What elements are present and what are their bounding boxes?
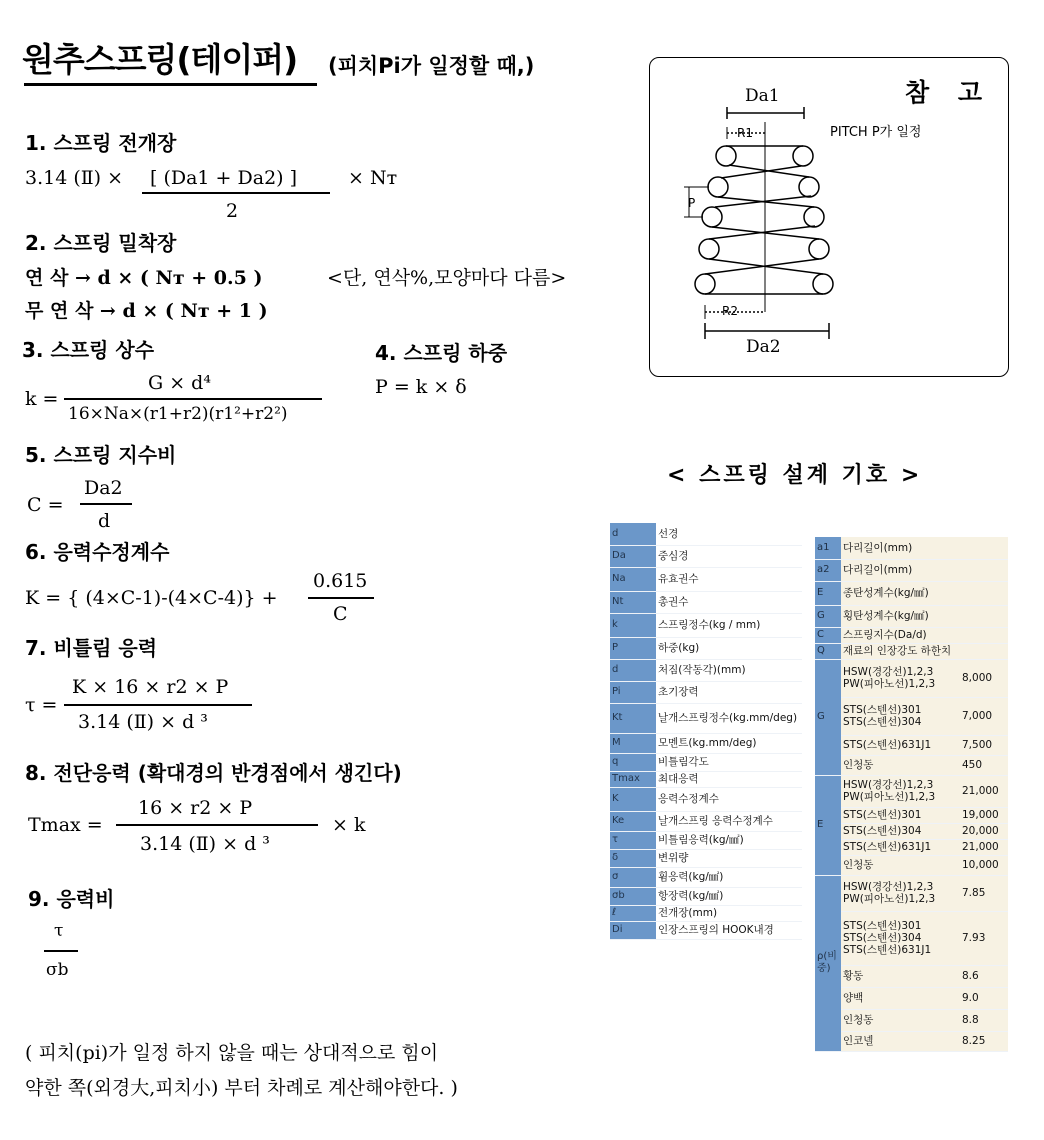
s8-fraction-bar <box>116 824 318 826</box>
symbol-key: k <box>610 613 656 637</box>
s9-fraction-bar <box>44 950 78 952</box>
symbol-key: P <box>610 637 656 659</box>
symbol-key: Pi <box>610 681 656 703</box>
section-8-heading: 8. 전단응력 (확대경의 반경점에서 생긴다) <box>25 761 402 785</box>
page-title: 원추스프링(테이퍼) <box>22 40 298 79</box>
material-value: 7.85 <box>960 875 1008 911</box>
symbols-title: < 스프링 설계 기호 > <box>667 463 923 488</box>
label-da1: Da1 <box>745 86 780 106</box>
material-value: 21,000 <box>960 839 1008 855</box>
symbol-row <box>610 613 802 637</box>
symbol-key: Na <box>610 567 656 591</box>
symbol-row <box>610 921 802 939</box>
material-row <box>815 855 1008 875</box>
material-value: 8.25 <box>960 1031 1008 1051</box>
material-value: 7,000 <box>960 697 1008 735</box>
s8-tail: × k <box>332 814 366 836</box>
material-row <box>815 1031 1008 1051</box>
section-4-heading: 4. 스프링 하중 <box>375 341 508 365</box>
material-group-key: G <box>815 659 841 775</box>
symbol-key: Tmax <box>610 771 656 787</box>
s1-numerator: [ (Da1 + Da2) ] <box>150 167 298 189</box>
symbol-row <box>610 703 802 733</box>
symbols-table-left <box>610 523 802 940</box>
symbol-meaning: 날개스프링정수(kg.mm/deg) <box>656 703 802 733</box>
s3-denominator: 16×Na×(r1+r2)(r1²+r2²) <box>68 404 288 424</box>
symbol-meaning: 다리길이(mm) <box>841 537 1008 559</box>
symbol-key: Di <box>610 921 656 939</box>
material-row <box>815 775 1008 807</box>
s1-lead: 3.14 (Ⅱ) × <box>25 167 124 189</box>
s9-denominator: σb <box>46 960 69 980</box>
section-5-heading: 5. 스프링 지수비 <box>25 443 177 467</box>
material-value: 8.8 <box>960 1009 1008 1031</box>
symbol-row <box>610 787 802 811</box>
symbol-row <box>610 771 802 787</box>
symbol-key: a1 <box>815 537 841 559</box>
symbol-key: q <box>610 753 656 771</box>
symbol-meaning: 선경 <box>656 523 802 545</box>
symbol-row <box>610 753 802 771</box>
symbol-meaning: 다리길이(mm) <box>841 559 1008 581</box>
material-name: STS(스텐선)631J1 <box>841 839 960 855</box>
symbol-meaning: 하중(kg) <box>656 637 802 659</box>
symbol-row <box>815 537 1008 559</box>
s2-note: <단, 연삭%,모양마다 다름> <box>327 267 567 289</box>
symbol-row <box>610 591 802 613</box>
s1-tail: × Nт <box>348 167 398 189</box>
material-name: 황동 <box>841 965 960 987</box>
material-value: 21,000 <box>960 775 1008 807</box>
symbol-meaning: 총권수 <box>656 591 802 613</box>
symbol-key: E <box>815 581 841 605</box>
material-value: 7.93 <box>960 911 1008 965</box>
s1-fraction-bar <box>142 192 330 194</box>
symbol-row <box>610 887 802 905</box>
material-group-key: ρ(비중) <box>815 875 841 1051</box>
material-value: 19,000 <box>960 807 1008 823</box>
material-name: 양백 <box>841 987 960 1009</box>
material-row <box>815 911 1008 965</box>
symbol-key: ℓ <box>610 905 656 921</box>
material-name: HSW(경강선)1,2,3 PW(피아노선)1,2,3 <box>841 775 960 807</box>
label-r2: R2 <box>722 304 738 318</box>
material-row <box>815 697 1008 735</box>
symbol-row <box>610 905 802 921</box>
section-3-heading: 3. 스프링 상수 <box>22 338 155 362</box>
symbol-row <box>610 849 802 867</box>
symbols-table-right <box>815 537 1008 1052</box>
material-name: STS(스텐선)631J1 <box>841 735 960 755</box>
material-row <box>815 987 1008 1009</box>
symbol-row <box>815 643 1008 659</box>
material-name: 인청동 <box>841 755 960 775</box>
s1-denominator: 2 <box>226 200 239 222</box>
symbol-key: τ <box>610 831 656 849</box>
symbol-meaning: 초기장력 <box>656 681 802 703</box>
symbol-row <box>610 659 802 681</box>
symbol-meaning: 전개장(mm) <box>656 905 802 921</box>
s6-numerator: 0.615 <box>313 570 368 592</box>
s4-formula: P = k × δ <box>375 376 467 398</box>
symbol-row <box>610 545 802 567</box>
symbol-key: Nt <box>610 591 656 613</box>
material-value: 9.0 <box>960 987 1008 1009</box>
s5-lead: C = <box>27 494 64 516</box>
page-subtitle: (피치Pi가 일정할 때,) <box>328 54 535 78</box>
reference-subtitle: PITCH P가 일정 <box>830 125 922 140</box>
material-value: 7,500 <box>960 735 1008 755</box>
symbol-meaning: 변위량 <box>656 849 802 867</box>
label-p: P <box>688 196 696 210</box>
symbol-key: σb <box>610 887 656 905</box>
material-row <box>815 807 1008 823</box>
symbol-meaning: 비틀림각도 <box>656 753 802 771</box>
s3-fraction-bar <box>64 398 322 400</box>
symbol-meaning: 스프링정수(kg / mm) <box>656 613 802 637</box>
material-name: STS(스텐선)301 STS(스텐선)304 <box>841 697 960 735</box>
reference-title: 참 고 <box>905 78 993 107</box>
s3-lead: k = <box>25 388 59 410</box>
symbol-meaning: 종탄성계수(kg/㎟) <box>841 581 1008 605</box>
material-row <box>815 735 1008 755</box>
material-value: 8.6 <box>960 965 1008 987</box>
symbol-meaning: 날개스프링 응력수정계수 <box>656 811 802 831</box>
s8-lead: Tmax = <box>28 814 103 836</box>
material-row <box>815 823 1008 839</box>
symbol-meaning: 처짐(작동각)(mm) <box>656 659 802 681</box>
symbol-key: Da <box>610 545 656 567</box>
section-7-heading: 7. 비틀림 응력 <box>25 636 158 660</box>
symbol-key: σ <box>610 867 656 887</box>
symbol-key: d <box>610 523 656 545</box>
symbol-meaning: 휨응력(kg/㎟) <box>656 867 802 887</box>
material-row <box>815 755 1008 775</box>
symbol-meaning: 항장력(kg/㎟) <box>656 887 802 905</box>
symbol-meaning: 비틀림응력(kg/㎟) <box>656 831 802 849</box>
section-6-heading: 6. 응력수정계수 <box>25 540 170 564</box>
symbol-key: Ke <box>610 811 656 831</box>
s6-fraction-bar <box>308 597 374 599</box>
symbol-meaning: 최대응력 <box>656 771 802 787</box>
material-name: 인청동 <box>841 1009 960 1031</box>
symbol-row <box>815 627 1008 643</box>
symbol-key: a2 <box>815 559 841 581</box>
symbol-meaning: 유효권수 <box>656 567 802 591</box>
symbol-row <box>610 681 802 703</box>
section-2-heading: 2. 스프링 밀착장 <box>25 231 177 255</box>
material-row <box>815 965 1008 987</box>
s7-lead: τ = <box>25 694 58 716</box>
symbol-key: Kt <box>610 703 656 733</box>
material-name: STS(스텐선)304 <box>841 823 960 839</box>
title-underline <box>24 83 317 86</box>
s5-numerator: Da2 <box>84 477 123 499</box>
note-line-1: ( 피치(pi)가 일정 하지 않을 때는 상대적으로 힘이 <box>25 1042 439 1064</box>
material-name: STS(스텐선)301 STS(스텐선)304 STS(스텐선)631J1 <box>841 911 960 965</box>
note-line-2: 약한 쪽(외경大,피치小) 부터 차례로 계산해야한다. ) <box>25 1077 458 1099</box>
material-value: 450 <box>960 755 1008 775</box>
material-value: 10,000 <box>960 855 1008 875</box>
symbol-meaning: 스프링지수(Da/d) <box>841 627 1008 643</box>
s8-denominator: 3.14 (Ⅱ) × d ³ <box>140 833 270 855</box>
material-name: 인코넬 <box>841 1031 960 1051</box>
symbol-key: δ <box>610 849 656 867</box>
symbol-key: d <box>610 659 656 681</box>
material-value: 8,000 <box>960 659 1008 697</box>
symbol-key: C <box>815 627 841 643</box>
symbol-meaning: 모멘트(kg.mm/deg) <box>656 733 802 753</box>
symbol-meaning: 중심경 <box>656 545 802 567</box>
material-name: STS(스텐선)301 <box>841 807 960 823</box>
label-r1: R1 <box>737 126 753 140</box>
s8-numerator: 16 × r2 × P <box>138 797 253 819</box>
symbol-meaning: 횡탄성계수(kg/㎟) <box>841 605 1008 627</box>
symbol-key: K <box>610 787 656 811</box>
s3-numerator: G × d⁴ <box>148 372 211 394</box>
symbol-row <box>610 867 802 887</box>
s5-fraction-bar <box>80 503 132 505</box>
material-group-key: E <box>815 775 841 875</box>
symbol-key: Q <box>815 643 841 659</box>
symbol-row <box>610 733 802 753</box>
symbol-row <box>815 581 1008 605</box>
material-row <box>815 839 1008 855</box>
symbol-row <box>815 559 1008 581</box>
symbol-meaning: 응력수정계수 <box>656 787 802 811</box>
conical-spring-diagram <box>649 57 1009 377</box>
s5-denominator: d <box>98 510 111 532</box>
symbol-key: M <box>610 733 656 753</box>
symbol-key: G <box>815 605 841 627</box>
symbol-meaning: 재료의 인장강도 하한치 <box>841 643 1008 659</box>
material-row <box>815 875 1008 911</box>
material-name: HSW(경강선)1,2,3 PW(피아노선)1,2,3 <box>841 875 960 911</box>
s7-denominator: 3.14 (Ⅱ) × d ³ <box>78 711 208 733</box>
symbol-row <box>610 523 802 545</box>
symbol-row <box>610 811 802 831</box>
symbol-row <box>610 637 802 659</box>
symbol-row <box>610 567 802 591</box>
s7-fraction-bar <box>64 704 252 706</box>
symbol-row <box>610 831 802 849</box>
s7-numerator: K × 16 × r2 × P <box>72 676 229 698</box>
symbol-row <box>815 605 1008 627</box>
section-9-heading: 9. 응력비 <box>28 887 115 911</box>
material-value: 20,000 <box>960 823 1008 839</box>
material-name: HSW(경강선)1,2,3 PW(피아노선)1,2,3 <box>841 659 960 697</box>
section-1-heading: 1. 스프링 전개장 <box>25 131 177 155</box>
s6-denominator: C <box>333 603 348 625</box>
s2-no-grinding: 무 연 삭 → d × ( Nт + 1 ) <box>25 300 268 322</box>
material-row <box>815 659 1008 697</box>
s6-lead: K = { (4×C-1)-(4×C-4)} + <box>25 587 278 609</box>
material-name: 인청동 <box>841 855 960 875</box>
symbol-meaning: 인장스프링의 HOOK내경 <box>656 921 802 939</box>
material-row <box>815 1009 1008 1031</box>
label-da2: Da2 <box>746 337 781 357</box>
s2-grinding: 연 삭 → d × ( Nт + 0.5 ) <box>25 267 263 289</box>
s9-numerator: τ <box>54 921 64 941</box>
